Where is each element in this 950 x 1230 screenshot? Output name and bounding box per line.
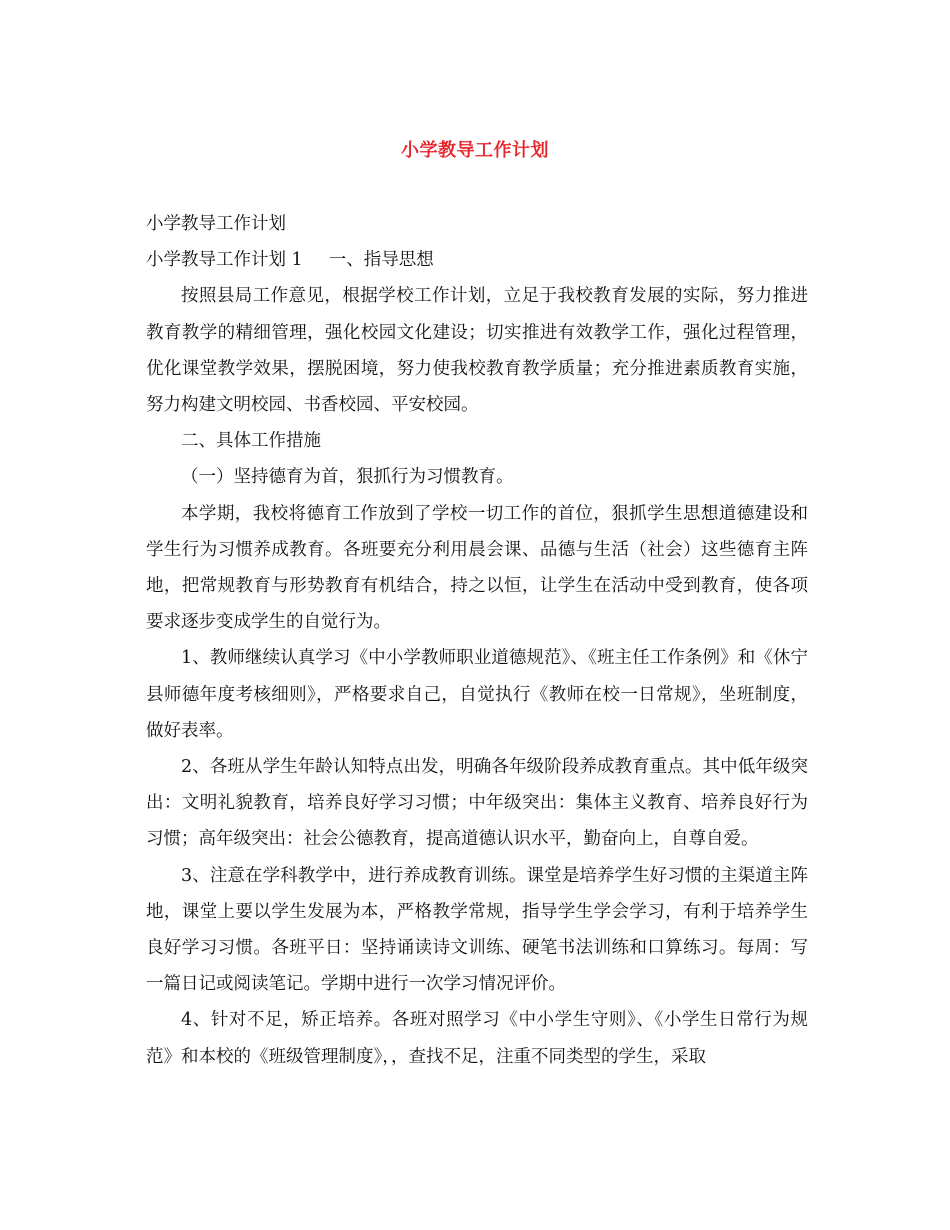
section-heading-measures: 二、具体工作措施 xyxy=(181,431,321,452)
document-title: 小学教导工作计划 xyxy=(401,140,549,161)
subsection-heading-moral-education: （一）坚持德育为首，狠抓行为习惯教育。 xyxy=(181,467,514,488)
list-item-4: 4、针对不足，矫正培养。各班对照学习《中小学生守则》、《小学生日常行为规范》和本校的《班级管理制度》，，查找不足，注重不同类型的学生，采取 xyxy=(146,1010,808,1067)
document-body xyxy=(146,206,808,1075)
section-heading-guiding-ideology: 一、指导思想 xyxy=(328,250,434,271)
list-item-1: 1、教师继续认真学习《中小学教师职业道德规范》、《班主任工作条例》和《休宁县师德年度考核细则》，严格要求自己，自觉执行《教师在校一日常规》，坐班制度，做好表率。 xyxy=(146,648,808,741)
section-line xyxy=(146,242,808,278)
plan-label: 小学教导工作计划 1 xyxy=(146,250,303,271)
list-item-3: 3、注意在学科教学中，进行养成教育训练。课堂是培养学生好习惯的主渠道主阵地，课堂上要以学生发展为本，严格教学常规，指导学生学会学习，有利于培养学生良好学习习惯。各班平日：坚持诵读诗文训练、硬笔书法训练和口算练习。每周：写一篇日记或阅读笔记。学期中进行一次学习情况评价。 xyxy=(146,865,808,995)
list-item-2: 2、各班从学生年龄认知特点出发，明确各年级阶段养成教育重点。其中低年级突出：文明礼貌教育，培养良好学习习惯；中年级突出：集体主义教育、培养良好行为习惯；高年级突出：社会公德教育，提高道德认识水平，勤奋向上，自尊自爱。 xyxy=(146,757,808,850)
paragraph-moral-education: 本学期，我校将德育工作放到了学校一切工作的首位，狠抓学生思想道德建设和学生行为习惯养成教育。各班要充分利用晨会课、品德与生活（社会）这些德育主阵地，把常规教育与形势教育有机结合，持之以恒，让学生在活动中受到教育，使各项要求逐步变成学生的自觉行为。 xyxy=(146,503,808,633)
document-subtitle: 小学教导工作计划 xyxy=(146,214,286,234)
paragraph-guiding-ideology: 按照县局工作意见，根据学校工作计划，立足于我校教育发展的实际，努力推进教育教学的精细管理，强化校园文化建设；切实推进有效教学工作，强化过程管理，优化课堂教学效果，摆脱困境，努力使我校教育教学质量；充分推进素质教育实施，努力构建文明校园、书香校园、平安校园。 xyxy=(146,286,808,416)
